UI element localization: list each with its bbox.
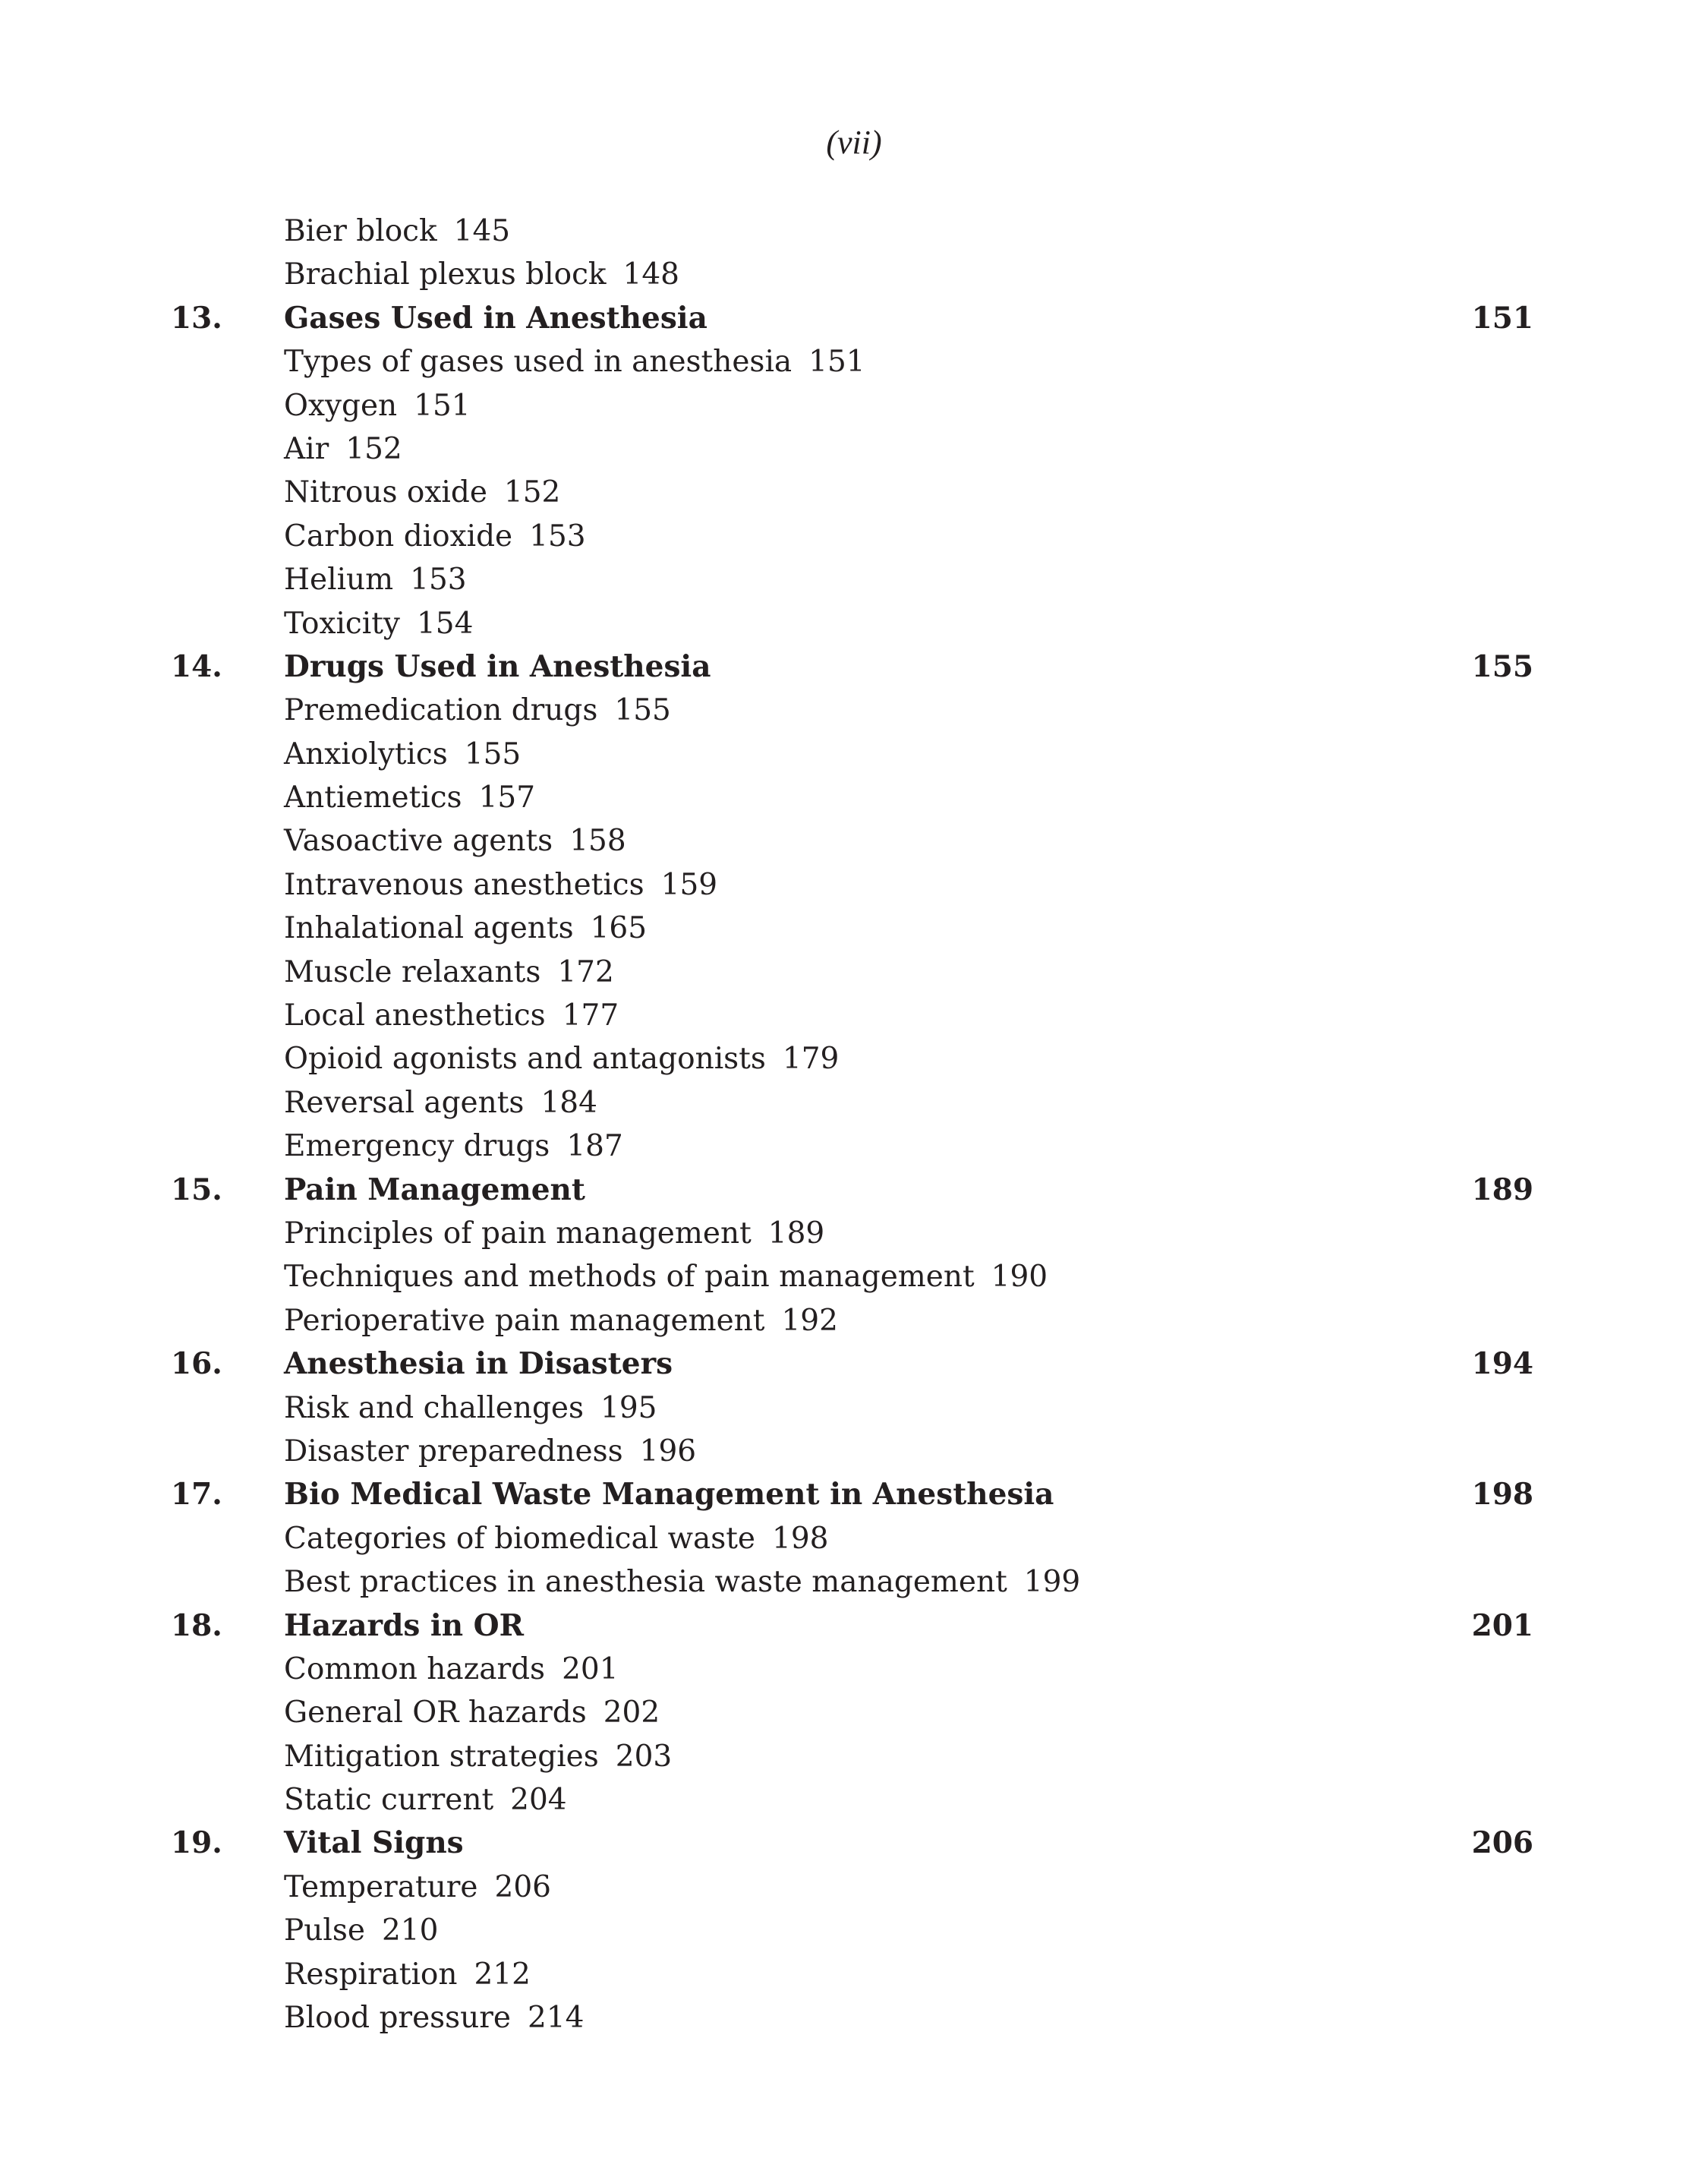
section-page-number: 196: [639, 1434, 697, 1468]
section-entry: [284, 515, 586, 558]
chapter-title: Gases Used in Anesthesia: [284, 300, 707, 336]
section-entry: [284, 1125, 623, 1168]
section-title: Anxiolytics: [284, 737, 448, 771]
section-page-number: 201: [562, 1651, 619, 1686]
section-page-number: 148: [622, 257, 679, 292]
toc-section-row: [0, 776, 1708, 819]
section-title: Vasoactive agents: [284, 824, 553, 859]
section-title: Categories of biomedical waste: [284, 1521, 755, 1556]
toc-section-row: [0, 1212, 1708, 1255]
toc-section-row: [0, 1909, 1708, 1952]
chapter-page-number: 189: [1471, 1172, 1533, 1207]
section-entry: [284, 602, 473, 645]
section-entry: [284, 1386, 657, 1430]
section-page-number: 203: [615, 1739, 673, 1774]
chapter-number: 18.: [171, 1607, 222, 1643]
section-title: Carbon dioxide: [284, 519, 513, 554]
section-entry: [284, 1517, 828, 1560]
section-page-number: 155: [464, 737, 522, 771]
chapter-page-number: 194: [1471, 1346, 1533, 1382]
toc-section-row: [0, 907, 1708, 950]
section-page-number: 187: [566, 1129, 623, 1164]
section-title: Brachial plexus block: [284, 257, 607, 292]
toc-section-row: [0, 1648, 1708, 1691]
section-page-number: 189: [767, 1216, 825, 1251]
section-title: Principles of pain management: [284, 1216, 752, 1251]
chapter-page-number: 155: [1471, 648, 1533, 684]
toc-section-row: [0, 1299, 1708, 1342]
section-page-number: 192: [781, 1303, 838, 1338]
section-title: Oxygen: [284, 388, 398, 423]
section-title: Premedication drugs: [284, 693, 598, 728]
section-page-number: 195: [600, 1390, 657, 1425]
section-title: Techniques and methods of pain management: [284, 1260, 975, 1295]
section-entry: [284, 340, 865, 383]
chapter-page-number: 201: [1471, 1607, 1533, 1643]
toc-section-row: [0, 1953, 1708, 1996]
section-entry: [284, 471, 560, 514]
section-title: Pulse: [284, 1913, 365, 1948]
section-page-number: 158: [569, 824, 626, 859]
section-entry: [284, 689, 671, 732]
toc-chapter-row: [0, 1822, 1708, 1865]
toc-section-row: [0, 471, 1708, 514]
section-entry: [284, 994, 619, 1037]
section-entry: [284, 951, 614, 994]
section-page-number: 177: [562, 998, 619, 1033]
section-title: Helium: [284, 563, 394, 598]
section-entry: [284, 1430, 696, 1473]
toc-section-row: [0, 1081, 1708, 1125]
section-page-number: 159: [660, 867, 718, 902]
chapter-page-number: 198: [1471, 1477, 1533, 1513]
toc-section-row: [0, 819, 1708, 863]
section-entry: [284, 1953, 531, 1996]
chapter-title: Bio Medical Waste Management in Anesthesia: [284, 1477, 1054, 1513]
section-entry: [284, 1255, 1048, 1298]
toc-chapter-row: [0, 1169, 1708, 1212]
section-title: Intravenous anesthetics: [284, 867, 644, 902]
section-page-number: 212: [474, 1957, 531, 1992]
toc-section-row: [0, 253, 1708, 296]
chapter-number: 17.: [171, 1477, 222, 1513]
toc-section-row: [0, 733, 1708, 776]
toc-section-row: [0, 210, 1708, 253]
section-title: Bier block: [284, 214, 437, 248]
toc-chapter-row: [0, 1604, 1708, 1648]
toc-section-row: [0, 863, 1708, 907]
section-page-number: 198: [772, 1521, 829, 1556]
section-title: Perioperative pain management: [284, 1303, 765, 1338]
section-entry: [284, 1691, 660, 1734]
section-title: Types of gases used in anesthesia: [284, 345, 793, 380]
section-entry: [284, 733, 521, 776]
section-entry: [284, 776, 535, 819]
toc-section-row: [0, 951, 1708, 994]
section-title: Nitrous oxide: [284, 475, 487, 510]
chapter-title: Vital Signs: [284, 1825, 464, 1861]
section-page-number: 154: [416, 606, 474, 641]
page-number: (vii): [826, 124, 882, 161]
section-page-number: 204: [510, 1783, 567, 1818]
toc-chapter-row: [0, 645, 1708, 689]
toc-chapter-row: [0, 297, 1708, 340]
section-entry: [284, 819, 626, 863]
section-page-number: 145: [453, 214, 511, 248]
toc-section-row: [0, 1691, 1708, 1734]
toc-section-row: [0, 1735, 1708, 1778]
toc-section-row: [0, 427, 1708, 471]
section-title: Best practices in anesthesia waste management: [284, 1565, 1007, 1600]
section-entry: [284, 1299, 838, 1342]
toc-chapter-row: [0, 1473, 1708, 1516]
section-page-number: 152: [345, 431, 402, 466]
chapter-title: Drugs Used in Anesthesia: [284, 648, 711, 684]
chapter-number: 16.: [171, 1346, 222, 1382]
section-title: Risk and challenges: [284, 1390, 585, 1425]
section-title: Opioid agonists and antagonists: [284, 1042, 766, 1077]
section-title: Temperature: [284, 1869, 478, 1904]
toc-section-row: [0, 340, 1708, 383]
section-title: Disaster preparedness: [284, 1434, 623, 1468]
section-title: Toxicity: [284, 606, 400, 641]
table-of-contents: [0, 210, 1708, 2039]
section-page-number: 179: [782, 1042, 840, 1077]
section-page-number: 151: [808, 345, 865, 380]
section-entry: [284, 253, 679, 296]
section-entry: [284, 1560, 1080, 1604]
section-title: Common hazards: [284, 1651, 546, 1686]
section-title: Static current: [284, 1783, 494, 1818]
section-title: General OR hazards: [284, 1696, 587, 1730]
chapter-title: Anesthesia in Disasters: [284, 1346, 673, 1382]
toc-section-row: [0, 1517, 1708, 1560]
section-title: Local anesthetics: [284, 998, 546, 1033]
toc-section-row: [0, 1778, 1708, 1822]
section-entry: [284, 427, 402, 471]
toc-section-row: [0, 1386, 1708, 1430]
section-entry: [284, 1648, 619, 1691]
toc-section-row: [0, 558, 1708, 601]
section-entry: [284, 1735, 672, 1778]
section-page-number: 199: [1023, 1565, 1081, 1600]
section-page-number: 152: [503, 475, 561, 510]
toc-section-row: [0, 515, 1708, 558]
toc-section-row: [0, 1430, 1708, 1473]
toc-section-row: [0, 1255, 1708, 1298]
toc-section-row: [0, 602, 1708, 645]
section-entry: [284, 1037, 839, 1080]
section-title: Muscle relaxants: [284, 954, 541, 989]
chapter-number: 13.: [171, 300, 222, 336]
section-entry: [284, 384, 471, 427]
toc-section-row: [0, 1866, 1708, 1909]
section-page-number: 153: [410, 563, 467, 598]
toc-section-row: [0, 689, 1708, 732]
section-page-number: 165: [590, 911, 648, 946]
section-entry: [284, 907, 647, 950]
section-title: Reversal agents: [284, 1085, 525, 1120]
section-page-number: 210: [381, 1913, 439, 1948]
section-entry: [284, 863, 717, 907]
section-title: Antiemetics: [284, 781, 462, 815]
section-entry: [284, 1212, 824, 1255]
section-page-number: 153: [529, 519, 586, 554]
section-title: Emergency drugs: [284, 1129, 550, 1164]
toc-section-row: [0, 1560, 1708, 1604]
chapter-title: Pain Management: [284, 1172, 585, 1207]
toc-section-row: [0, 1037, 1708, 1080]
section-page-number: 214: [528, 2001, 585, 2036]
section-page-number: 184: [540, 1085, 597, 1120]
section-page-number: 202: [603, 1696, 660, 1730]
toc-section-row: [0, 994, 1708, 1037]
section-page-number: 151: [414, 388, 471, 423]
section-page-number: 172: [557, 954, 614, 989]
section-title: Mitigation strategies: [284, 1739, 599, 1774]
section-entry: [284, 1996, 584, 2039]
section-title: Air: [284, 431, 329, 466]
section-entry: [284, 1909, 438, 1952]
section-entry: [284, 1866, 551, 1909]
section-page-number: 155: [614, 693, 671, 728]
chapter-page-number: 151: [1471, 300, 1533, 336]
section-page-number: 206: [494, 1869, 551, 1904]
section-page-number: 190: [991, 1260, 1048, 1295]
chapter-number: 14.: [171, 648, 222, 684]
section-entry: [284, 210, 510, 253]
section-entry: [284, 1778, 567, 1822]
chapter-title: Hazards in OR: [284, 1607, 525, 1643]
chapter-number: 19.: [171, 1825, 222, 1861]
section-entry: [284, 1081, 597, 1125]
toc-section-row: [0, 384, 1708, 427]
chapter-page-number: 206: [1471, 1825, 1533, 1861]
section-title: Blood pressure: [284, 2001, 512, 2036]
toc-section-row: [0, 1996, 1708, 2039]
section-title: Respiration: [284, 1957, 458, 1992]
toc-section-row: [0, 1125, 1708, 1168]
section-entry: [284, 558, 467, 601]
section-page-number: 157: [478, 781, 536, 815]
chapter-number: 15.: [171, 1172, 222, 1207]
section-title: Inhalational agents: [284, 911, 574, 946]
toc-chapter-row: [0, 1342, 1708, 1386]
